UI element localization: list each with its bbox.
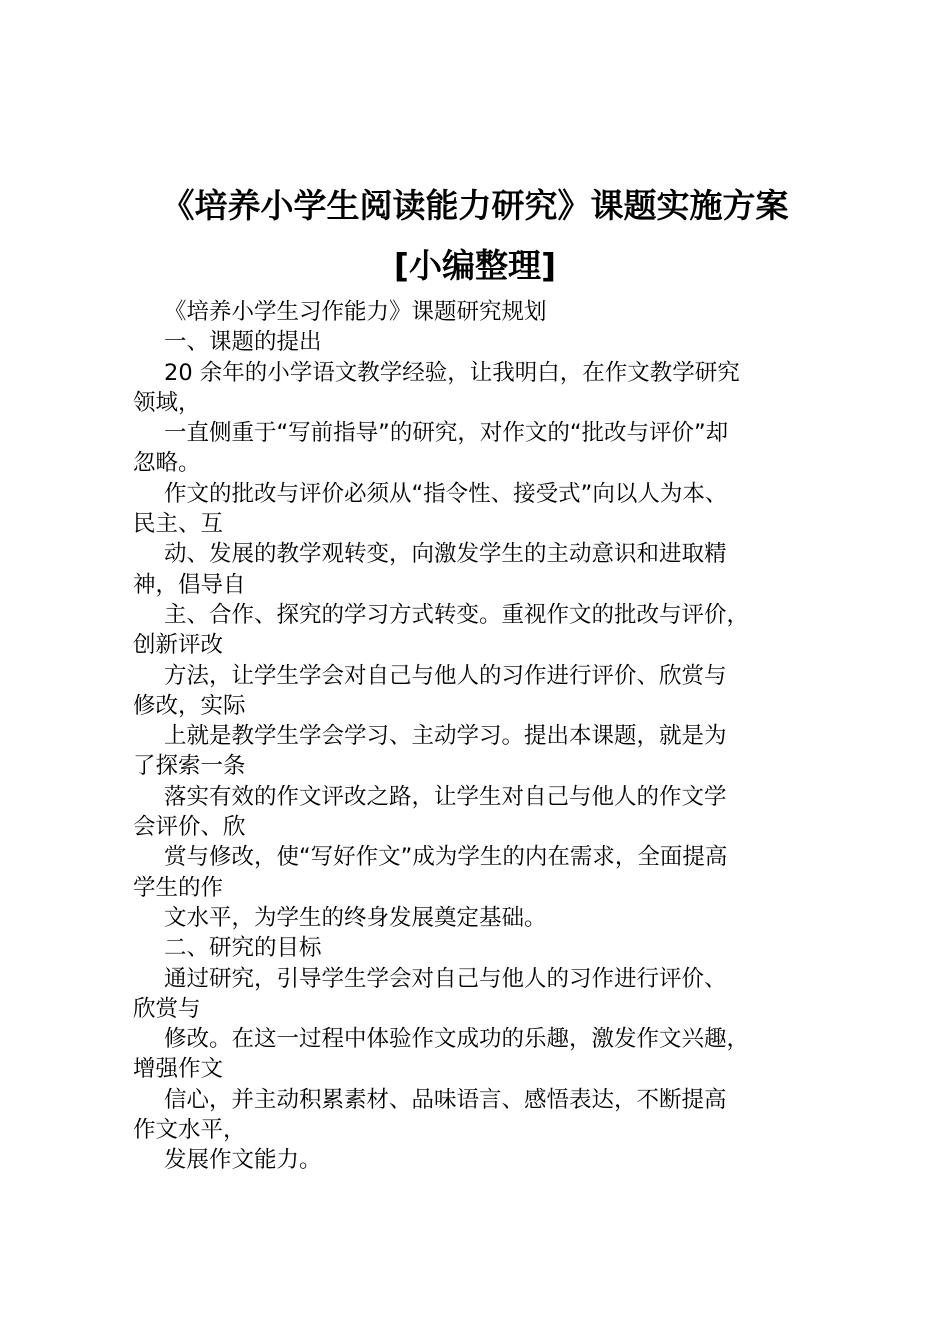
paragraph-line: 修改。在这一过程中体验作文成功的乐趣，激发作文兴趣， — [164, 1026, 750, 1053]
paragraph-line: 主、合作、探究的学习方式转变。重视作文的批改与评价， — [164, 601, 750, 628]
paragraph-line: 一直侧重于“写前指导”的研究，对作文的“批改与评价”却 — [164, 420, 729, 447]
paragraph-line: 通过研究，引导学生学会对自己与他人的习作进行评价、 — [164, 965, 727, 992]
paragraph-line: 了探索一条 — [133, 753, 246, 780]
paragraph-line: 学生的作 — [133, 874, 224, 901]
paragraph-line: 会评价、欣 — [133, 814, 246, 841]
paragraph-line: 忽略。 — [133, 450, 201, 477]
paragraph-line: 作文的批改与评价必须从“指令性、接受式”向以人为本、 — [164, 480, 728, 507]
paragraph-line: 民主、互 — [133, 511, 224, 538]
paragraph-line: 文水平，为学生的终身发展奠定基础。 — [164, 904, 547, 931]
paragraph-line: 赏与修改，使“写好作文”成为学生的内在需求，全面提高 — [164, 844, 728, 871]
paragraph-line: 动、发展的教学观转变，向激发学生的主动意识和进取精 — [164, 541, 727, 568]
document-body — [133, 297, 833, 1176]
document-subtitle: [小编整理] — [393, 246, 557, 285]
paragraph-line: 上就是教学生学会学习、主动学习。提出本课题，就是为 — [164, 723, 727, 750]
paragraph-line: 神，倡导自 — [133, 571, 246, 598]
subtitle-line: 《培养小学生习作能力》课题研究规划 — [164, 299, 547, 325]
paragraph-line: 信心，并主动积累素材、品味语言、感悟表达，不断提高 — [164, 1086, 727, 1113]
paragraph-line: 欣赏与 — [133, 995, 201, 1022]
paragraph-line: 作文水平， — [133, 1117, 246, 1144]
paragraph-line: 领域， — [133, 389, 201, 416]
paragraph-line: 落实有效的作文评改之路，让学生对自己与他人的作文学 — [164, 783, 727, 810]
paragraph-line: 修改，实际 — [133, 692, 246, 719]
paragraph-line: 增强作文 — [133, 1056, 224, 1083]
paragraph-line: 方法，让学生学会对自己与他人的习作进行评价、欣赏与 — [164, 662, 727, 689]
paragraph-line: 发展作文能力。 — [164, 1147, 322, 1174]
paragraph-line: 20 余年的小学语文教学经验，让我明白，在作文教学研究 — [164, 359, 740, 386]
section-heading: 一、课题的提出 — [164, 329, 322, 356]
document-title: 《培养小学生阅读能力研究》课题实施方案 — [161, 186, 789, 225]
paragraph-line: 创新评改 — [133, 632, 224, 659]
section-heading: 二、研究的目标 — [164, 935, 322, 962]
